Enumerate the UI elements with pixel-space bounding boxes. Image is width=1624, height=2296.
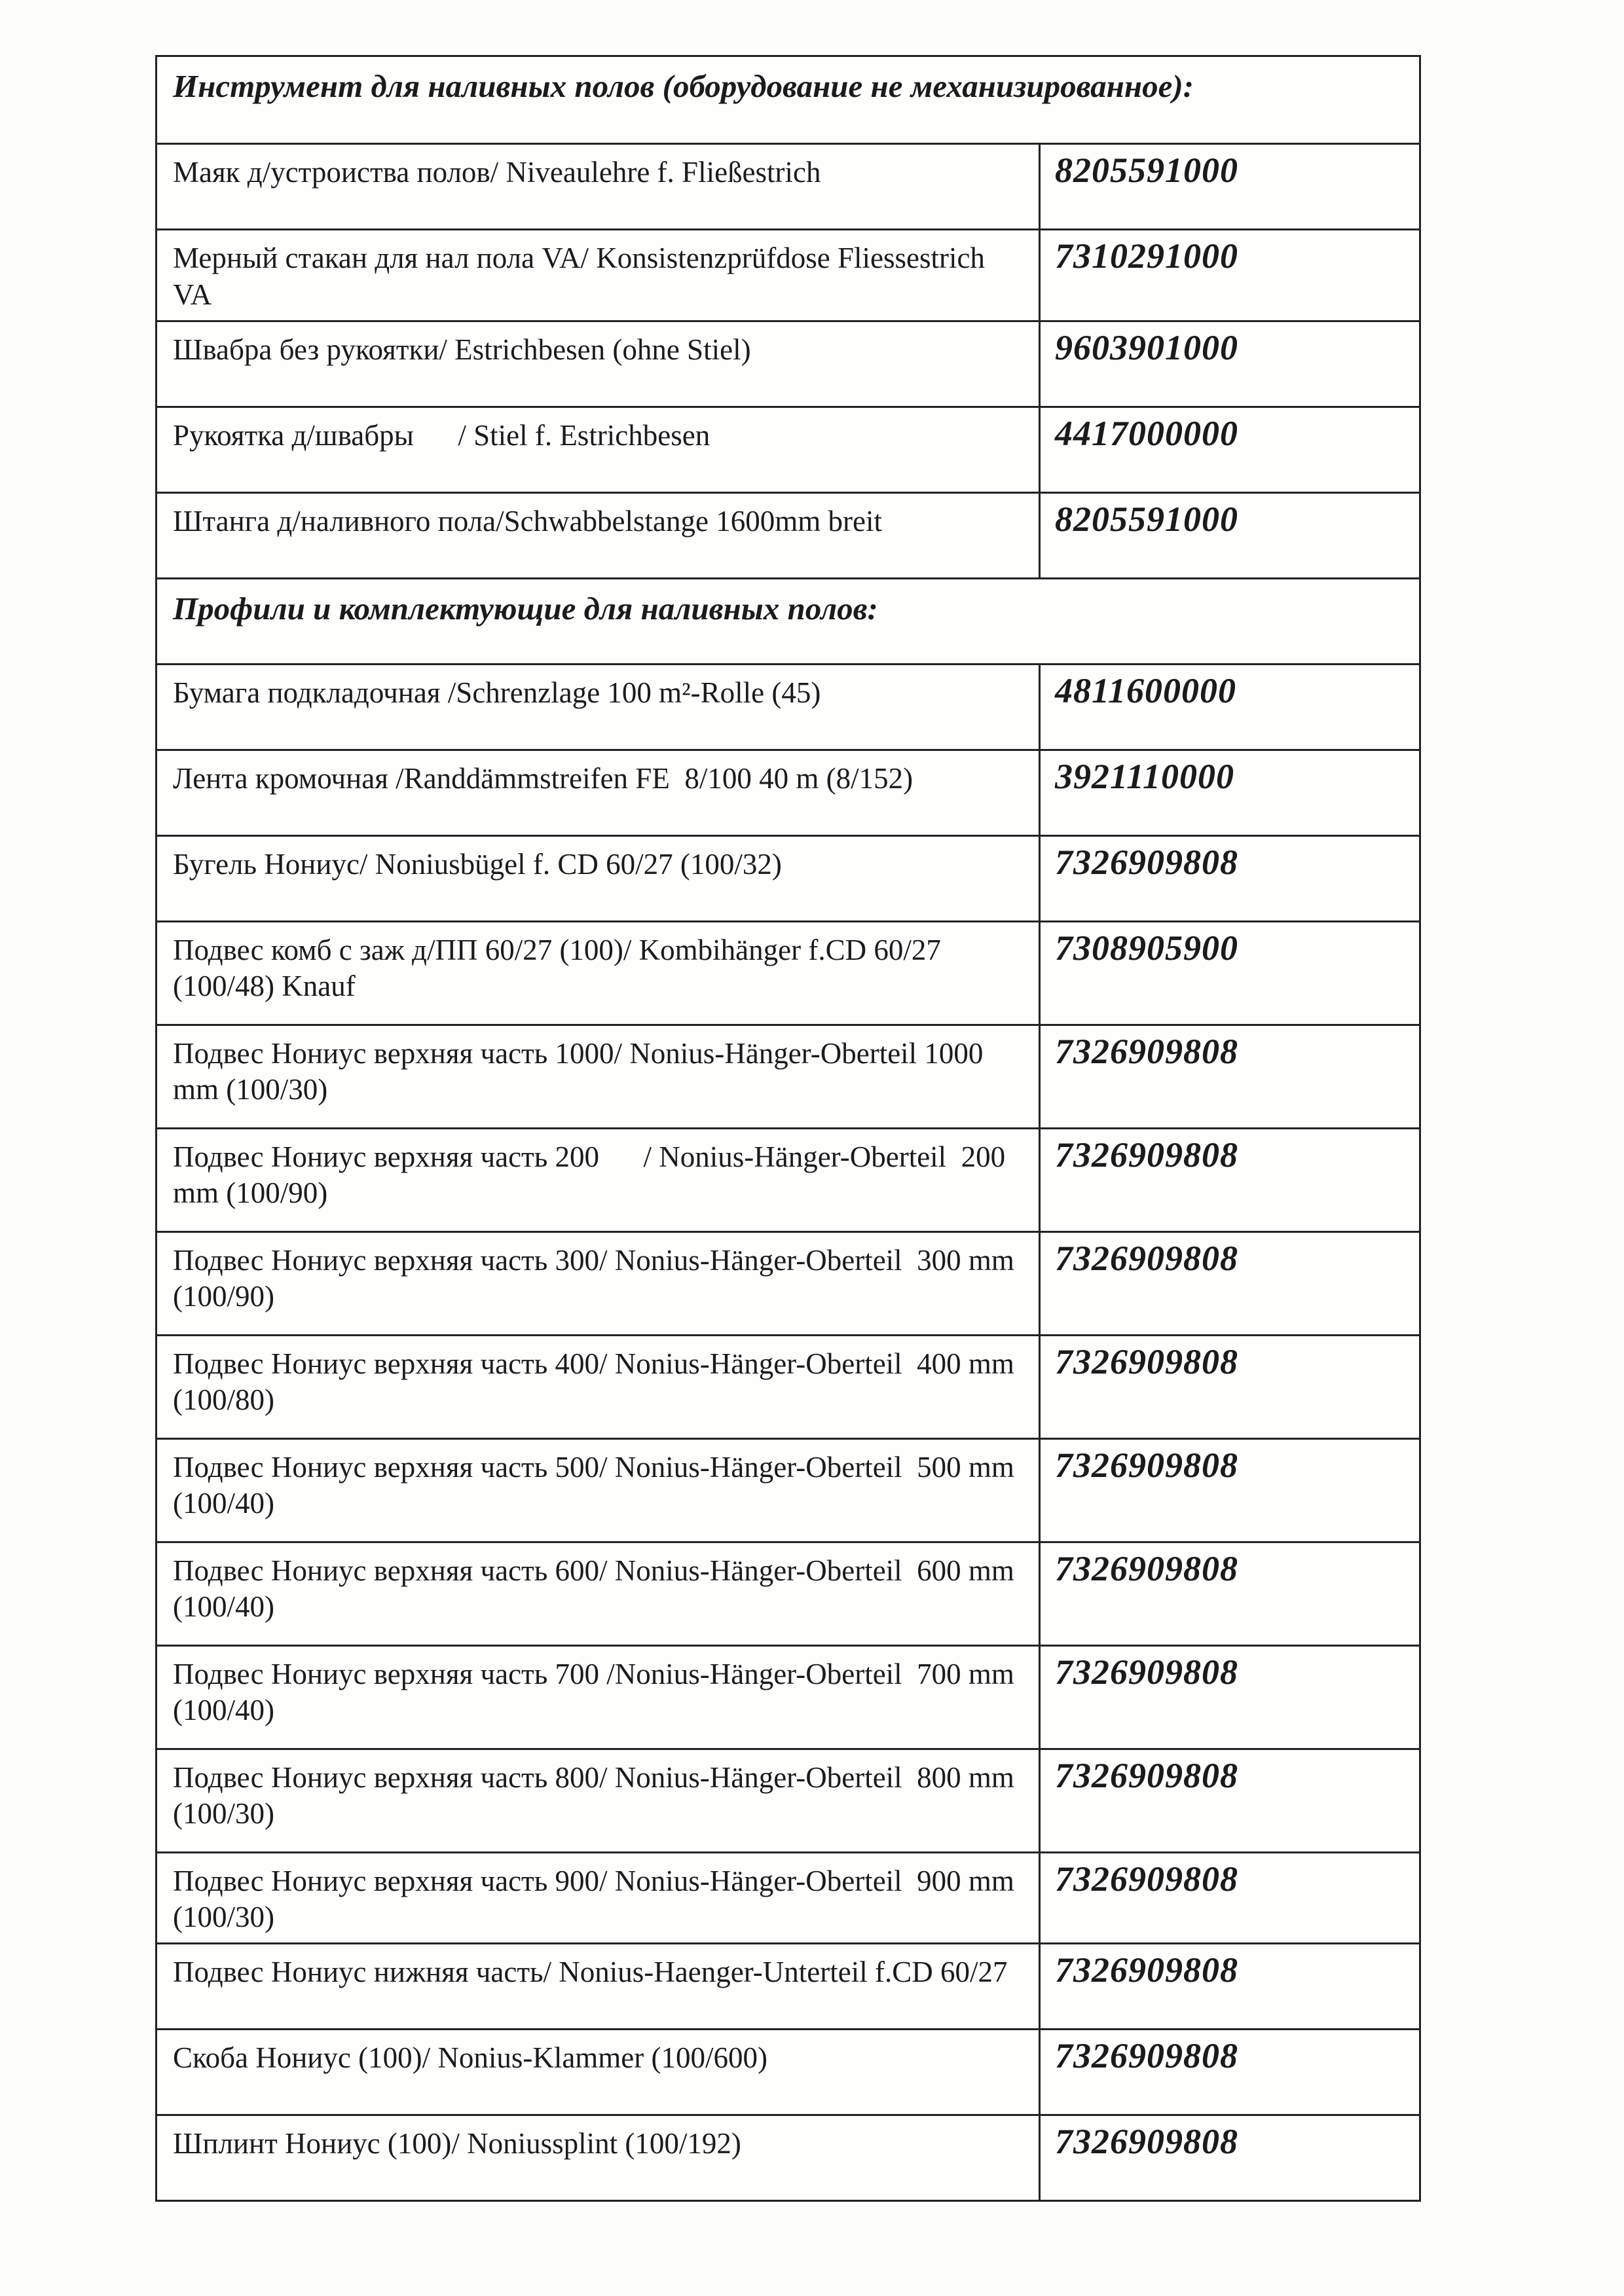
product-code-cell: 9603901000 [1039,322,1419,406]
table-row [157,1942,1419,2028]
product-name-cell: Мерный стакан для нал пола VA/ Konsistenzprüfdose Fliessestrich VA [173,242,992,311]
product-code-cell: 4417000000 [1039,408,1419,492]
product-code-cell: 7326909808 [1039,2030,1419,2114]
table-row [157,1645,1419,1748]
product-name-cell: Подвес Нониус верхняя часть 200 / Nonius-Hänger-Oberteil 200 mm (100/90) [173,1140,1013,1210]
table-row [157,1231,1419,1334]
table-row [157,920,1419,1024]
product-code-cell: 7326909808 [1039,1853,1419,1943]
product-name-cell: Маяк д/устроиства полов/ Niveaulehre f. Fließestrich [173,156,821,189]
product-code-cell: 4811600000 [1039,665,1419,749]
product-name-cell: Штанга д/наливного пола/Schwabbelstange 1600mm breit [173,504,882,538]
product-name-cell: Скоба Нониус (100)/ Nonius-Klammer (100/600) [173,2041,767,2075]
product-name-cell: Подвес Нониус верхняя часть 600/ Nonius-Hänger-Oberteil 600 mm (100/40) [173,1554,1022,1624]
product-name-cell: Швабра без рукоятки/ Estrichbesen (ohne Stiel) [173,333,751,366]
product-code-cell: 7308905900 [1039,922,1419,1024]
table-row [157,1541,1419,1645]
product-code-cell: 7310291000 [1039,230,1419,320]
product-name-cell: Подвес Нониус верхняя часть 1000/ Nonius-Hänger-Oberteil 1000 mm (100/30) [173,1036,991,1106]
section-header-tools [157,57,1419,143]
table-row [157,320,1419,406]
product-code-cell: 7326909808 [1039,1440,1419,1541]
products-table [155,55,1421,2202]
table-row [157,143,1419,228]
product-code-cell: 7326909808 [1039,1647,1419,1748]
product-name-cell: Лента кромочная /Randdämmstreifen FE 8/100 40 m (8/152) [173,761,913,795]
product-name-cell: Шплинт Нониус (100)/ Noniussplint (100/192) [173,2127,741,2160]
table-row [157,228,1419,320]
product-code-cell: 7326909808 [1039,1129,1419,1231]
section-title: Инструмент для наливных полов (оборудование не механизированное): [173,68,1194,104]
product-code-cell: 7326909808 [1039,1336,1419,1438]
product-code-cell: 7326909808 [1039,1233,1419,1334]
product-code-cell: 8205591000 [1039,494,1419,577]
product-name-cell: Подвес Нониус верхняя часть 500/ Nonius-Hänger-Oberteil 500 mm (100/40) [173,1450,1022,1520]
table-row [157,749,1419,835]
product-name-cell: Подвес Нониус верхняя часть 800/ Nonius-Hänger-Oberteil 800 mm (100/30) [173,1760,1022,1831]
product-name-cell: Подвес комб с заж д/ПП 60/27 (100)/ Kombihänger f.CD 60/27 (100/48) Knauf [173,933,949,1003]
product-code-cell: 8205591000 [1039,145,1419,228]
product-name-cell: Подвес Нониус верхняя часть 900/ Nonius-Hänger-Oberteil 900 mm (100/30) [173,1864,1022,1934]
table-row [157,1024,1419,1127]
product-name-cell: Подвес Нониус верхняя часть 300/ Nonius-Hänger-Oberteil 300 mm (100/90) [173,1243,1022,1313]
table-row [157,1851,1419,1943]
product-code-cell: 7326909808 [1039,1026,1419,1127]
product-name-cell: Подвес Нониус нижняя часть/ Nonius-Haenger-Unterteil f.CD 60/27 [173,1956,1008,1989]
table-row [157,1334,1419,1438]
product-name-cell: Рукоятка д/швабры / Stiel f. Estrichbesen [173,418,710,452]
product-code-cell: 7326909808 [1039,2116,1419,2200]
product-code-cell: 7326909808 [1039,837,1419,920]
table-row [157,663,1419,749]
table-row [157,2028,1419,2114]
section-title: Профили и комплектующие для наливных полов: [173,590,878,627]
product-name-cell: Бумага подкладочная /Schrenzlage 100 m²-Rolle (45) [173,676,821,709]
table-row [157,2114,1419,2200]
table-row [157,835,1419,920]
section-header-profiles [157,577,1419,663]
table-row [157,406,1419,492]
product-name-cell: Подвес Нониус верхняя часть 700 /Nonius-Hänger-Oberteil 700 mm (100/40) [173,1657,1022,1727]
product-code-cell: 3921110000 [1039,751,1419,835]
product-name-cell: Подвес Нониус верхняя часть 400/ Nonius-Hänger-Oberteil 400 mm (100/80) [173,1347,1022,1417]
product-code-cell: 7326909808 [1039,1944,1419,2028]
table-row [157,1748,1419,1851]
product-code-cell: 7326909808 [1039,1543,1419,1645]
product-code-cell: 7326909808 [1039,1750,1419,1851]
product-name-cell: Бугель Нониус/ Noniusbügel f. CD 60/27 (100/32) [173,847,782,881]
table-row [157,492,1419,577]
table-row [157,1438,1419,1541]
table-row [157,1127,1419,1231]
